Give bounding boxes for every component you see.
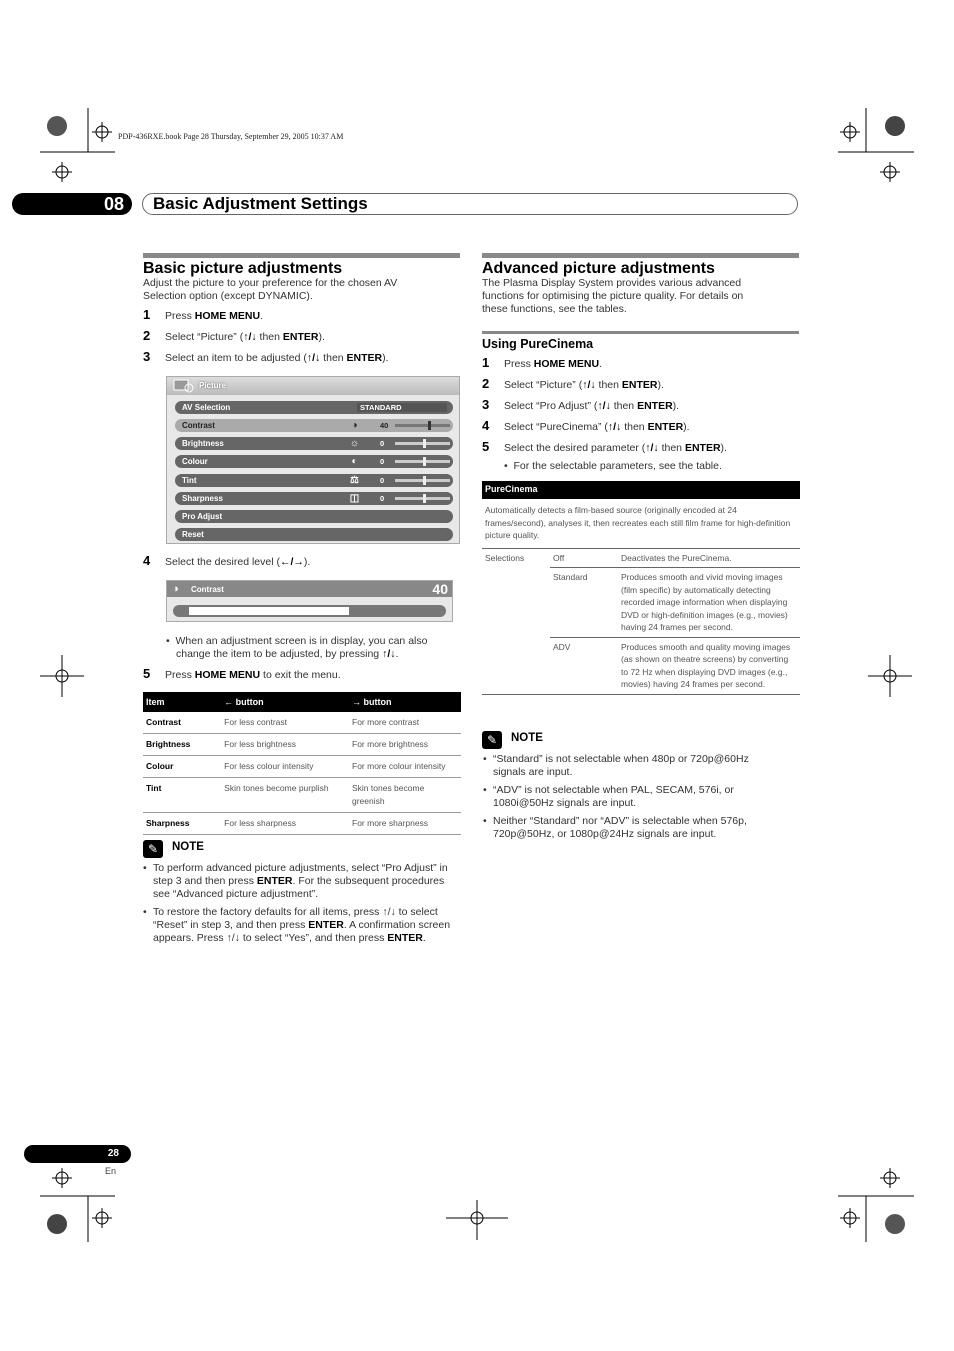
menu-header: Picture xyxy=(167,377,459,395)
menu-row-tint[interactable]: Tint ⚖ 0 xyxy=(175,474,453,487)
table-row: Brightness For less brightness For more brightness xyxy=(143,734,461,756)
up-down-arrow-icon: ↑/↓ xyxy=(607,421,622,433)
table-row: Tint Skin tones become purplish Skin tones become greenish xyxy=(143,778,461,813)
menu-row-reset[interactable]: Reset xyxy=(175,528,453,541)
note-title: NOTE xyxy=(511,732,543,744)
advanced-intro-line-2: functions for optimising the picture quality. For details on xyxy=(482,290,744,302)
chapter-number: 08 xyxy=(12,193,132,215)
up-down-arrow-icon: ↑/↓ xyxy=(243,331,257,343)
page-number: 28 xyxy=(24,1145,131,1163)
menu-row-sharpness[interactable]: Sharpness ◫ 0 xyxy=(175,492,453,505)
basic-section-title: Basic picture adjustments xyxy=(143,260,343,277)
note-item: • Neither “Standard” nor “ADV” is selectable when 576p, 720p@50Hz, or 1080p@24Hz signals are input. xyxy=(483,815,783,841)
contrast-icon: ◑ xyxy=(172,583,179,595)
basic-notes xyxy=(143,862,461,950)
table-row: Colour For less colour intensity For more colour intensity xyxy=(143,756,461,778)
brightness-icon: ☼ xyxy=(349,438,360,449)
left-right-arrow-icon: ←/→ xyxy=(279,556,304,568)
menu-row-pro-adjust[interactable]: Pro Adjust xyxy=(175,510,453,523)
basic-intro-line-2: Selection option (except DYNAMIC). xyxy=(143,290,313,302)
purecinema-table xyxy=(482,481,800,695)
basic-bullet: • When an adjustment screen is in display, you can also change the item to be adjusted, by pressing ↑/↓. xyxy=(166,635,428,660)
adjustment-table xyxy=(143,692,461,835)
note-item: • To restore the factory defaults for all items, press ↑/↓ to select “Reset” in step 3, and then press ENTER. A confirmation screen appears. Press ↑/↓ to select “Yes”, and then press ENTER. xyxy=(143,906,461,945)
table-header: PureCinema xyxy=(485,484,538,494)
contrast-slider[interactable] xyxy=(173,605,446,617)
selections-label: Selections xyxy=(482,548,550,694)
up-down-arrow-icon: ↑/↓ xyxy=(645,442,659,454)
colour-icon: ◐ xyxy=(351,456,358,467)
advanced-intro-line-3: these functions, see the tables. xyxy=(482,303,627,315)
basic-intro-line-1: Adjust the picture to your preference for the chosen AV xyxy=(143,277,398,289)
section-bar-advanced xyxy=(482,253,799,258)
picture-menu-screen xyxy=(166,376,460,544)
note-item: • To perform advanced picture adjustments, select “Pro Adjust” in step 3 and then press ENTER. For the subsequent procedures see “Advanced picture adjustment”. xyxy=(143,862,461,901)
table-row: Standard Produces smooth and vivid moving images (film specific) by automatically detecting recorded image information when displaying DVD or high-definition images (e.g., movies) having 24 frames per second. xyxy=(482,568,800,638)
contrast-slider-fill xyxy=(189,607,349,615)
tint-icon: ⚖ xyxy=(350,475,359,486)
contrast-icon: ◑ xyxy=(351,420,358,431)
table-header: → button xyxy=(349,692,461,712)
contrast-value: 40 xyxy=(432,581,448,597)
contrast-adjust-screen: ◑ Contrast 40 xyxy=(166,580,453,622)
table-row: Selections Off Deactivates the PureCinema. xyxy=(482,548,800,568)
note-item: • “Standard” is not selectable when 480p or 720p@60Hz signals are input. xyxy=(483,753,783,779)
advanced-section-title: Advanced picture adjustments xyxy=(482,260,715,277)
menu-row-contrast[interactable]: Contrast ◑ 40 xyxy=(175,419,453,432)
sharpness-icon: ◫ xyxy=(349,493,360,504)
menu-row-av-selection[interactable]: AV Selection STANDARD xyxy=(175,401,453,414)
subsection-bar xyxy=(482,331,799,334)
section-bar-basic xyxy=(143,253,460,258)
note-item: • “ADV” is not selectable when PAL, SECAM, 576i, or 1080i@50Hz signals are input. xyxy=(483,784,783,810)
language-code: En xyxy=(105,1166,117,1176)
up-down-arrow-icon: ↑/↓ xyxy=(582,379,596,391)
advanced-notes xyxy=(483,753,783,846)
menu-row-brightness[interactable]: Brightness ☼ 0 xyxy=(175,437,453,450)
table-header: ← button xyxy=(221,692,349,712)
note-icon: ✎ xyxy=(143,840,163,858)
print-metadata: PDP-436RXE.book Page 28 Thursday, September 29, 2005 10:37 AM xyxy=(118,132,344,141)
note-icon: ✎ xyxy=(482,731,502,749)
purecinema-title: Using PureCinema xyxy=(482,337,594,351)
table-description: Automatically detects a film-based source (originally encoded at 24 frames/second), analyses it, then recreates each still film frame for high-definition picture quality. xyxy=(485,505,791,540)
table-row: Sharpness For less sharpness For more sharpness xyxy=(143,813,461,835)
note-title: NOTE xyxy=(172,841,204,853)
table-header: Item xyxy=(143,692,221,712)
table-row: Contrast For less contrast For more contrast xyxy=(143,712,461,734)
adv-step-bullet: • For the selectable parameters, see the table. xyxy=(504,460,722,472)
picture-menu-icon xyxy=(173,379,195,393)
up-down-arrow-icon: ↑/↓ xyxy=(306,352,321,364)
table-row: ADV Produces smooth and quality moving images (as shown on theatre screens) by converting to 72 Hz when displaying DVD images (e.g., movies) having 24 frames per second. xyxy=(482,637,800,694)
menu-row-colour[interactable]: Colour ◐ 0 xyxy=(175,455,453,468)
chapter-title: Basic Adjustment Settings xyxy=(142,193,798,215)
up-down-arrow-icon: ↑/↓ xyxy=(597,400,611,412)
advanced-intro-line-1: The Plasma Display System provides various advanced xyxy=(482,277,742,289)
